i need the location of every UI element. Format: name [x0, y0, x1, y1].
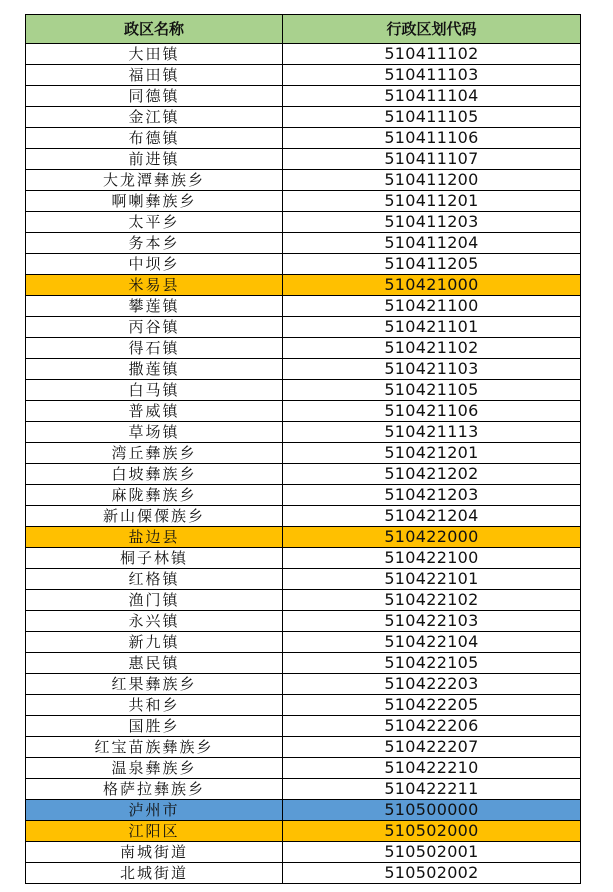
- region-name-cell: 福田镇: [26, 65, 283, 86]
- table-row: [26, 653, 581, 674]
- region-code-cell: 510422104: [283, 632, 581, 653]
- region-name-cell: 新九镇: [26, 632, 283, 653]
- table-row: [26, 338, 581, 359]
- region-code-cell: 510421102: [283, 338, 581, 359]
- region-code-cell: 510421113: [283, 422, 581, 443]
- table-row: [26, 170, 581, 191]
- region-code-cell: 510422101: [283, 569, 581, 590]
- region-name-cell: 渔门镇: [26, 590, 283, 611]
- table-row: [26, 590, 581, 611]
- table-row: [26, 758, 581, 779]
- region-name-cell: 大田镇: [26, 44, 283, 65]
- table-row: [26, 674, 581, 695]
- table-row: [26, 485, 581, 506]
- region-name-cell: 麻陇彝族乡: [26, 485, 283, 506]
- region-code-cell: 510411104: [283, 86, 581, 107]
- region-name-cell: 盐边县: [26, 527, 283, 548]
- region-name-cell: 红果彝族乡: [26, 674, 283, 695]
- table-row: [26, 569, 581, 590]
- region-name-cell: 格萨拉彝族乡: [26, 779, 283, 800]
- region-code-cell: 510422203: [283, 674, 581, 695]
- region-name-cell: 啊喇彝族乡: [26, 191, 283, 212]
- region-code-cell: 510411102: [283, 44, 581, 65]
- table-body: [26, 44, 581, 884]
- region-code-cell: 510411201: [283, 191, 581, 212]
- table-row: [26, 842, 581, 863]
- table-row: [26, 443, 581, 464]
- table-row: [26, 275, 581, 296]
- table-row: [26, 863, 581, 884]
- region-code-cell: 510502000: [283, 821, 581, 842]
- region-name-cell: 泸州市: [26, 800, 283, 821]
- region-code-cell: 510422207: [283, 737, 581, 758]
- region-code-cell: 510422205: [283, 695, 581, 716]
- region-name-cell: 大龙潭彝族乡: [26, 170, 283, 191]
- region-code-cell: 510502002: [283, 863, 581, 884]
- table-row: [26, 695, 581, 716]
- region-name-cell: 红格镇: [26, 569, 283, 590]
- region-code-cell: 510421103: [283, 359, 581, 380]
- table-row: [26, 506, 581, 527]
- table-row: [26, 107, 581, 128]
- region-name-cell: 草场镇: [26, 422, 283, 443]
- table-row: [26, 296, 581, 317]
- region-code-cell: 510422211: [283, 779, 581, 800]
- region-code-cell: 510422206: [283, 716, 581, 737]
- table-row: [26, 611, 581, 632]
- region-code-cell: 510422000: [283, 527, 581, 548]
- region-name-cell: 国胜乡: [26, 716, 283, 737]
- region-name-cell: 温泉彝族乡: [26, 758, 283, 779]
- region-name-cell: 同德镇: [26, 86, 283, 107]
- table-row: [26, 254, 581, 275]
- table-row: [26, 149, 581, 170]
- region-name-cell: 红宝苗族彝族乡: [26, 737, 283, 758]
- table-row: [26, 632, 581, 653]
- table-row: [26, 401, 581, 422]
- table-row: [26, 548, 581, 569]
- region-name-cell: 布德镇: [26, 128, 283, 149]
- table-row: [26, 527, 581, 548]
- table-row: [26, 359, 581, 380]
- region-code-cell: 510421204: [283, 506, 581, 527]
- table-row: [26, 191, 581, 212]
- region-name-cell: 中坝乡: [26, 254, 283, 275]
- region-code-cell: 510411106: [283, 128, 581, 149]
- column-header-name: 政区名称: [26, 15, 283, 44]
- region-code-cell: 510411203: [283, 212, 581, 233]
- table-row: [26, 716, 581, 737]
- table-row: [26, 44, 581, 65]
- region-name-cell: 前进镇: [26, 149, 283, 170]
- region-name-cell: 桐子林镇: [26, 548, 283, 569]
- region-code-cell: 510421202: [283, 464, 581, 485]
- region-name-cell: 惠民镇: [26, 653, 283, 674]
- region-code-cell: 510411204: [283, 233, 581, 254]
- region-code-cell: 510502001: [283, 842, 581, 863]
- region-name-cell: 新山傈僳族乡: [26, 506, 283, 527]
- region-code-cell: 510422102: [283, 590, 581, 611]
- table-row: [26, 779, 581, 800]
- region-name-cell: 共和乡: [26, 695, 283, 716]
- region-code-cell: 510421106: [283, 401, 581, 422]
- region-name-cell: 南城街道: [26, 842, 283, 863]
- region-code-cell: 510421100: [283, 296, 581, 317]
- region-name-cell: 湾丘彝族乡: [26, 443, 283, 464]
- region-code-cell: 510411205: [283, 254, 581, 275]
- region-code-table: [25, 14, 581, 884]
- table-row: [26, 422, 581, 443]
- region-code-cell: 510421000: [283, 275, 581, 296]
- region-name-cell: 金江镇: [26, 107, 283, 128]
- table-row: [26, 86, 581, 107]
- region-name-cell: 丙谷镇: [26, 317, 283, 338]
- region-code-cell: 510411103: [283, 65, 581, 86]
- region-name-cell: 永兴镇: [26, 611, 283, 632]
- region-code-cell: 510421101: [283, 317, 581, 338]
- region-code-cell: 510422105: [283, 653, 581, 674]
- region-code-cell: 510500000: [283, 800, 581, 821]
- region-name-cell: 江阳区: [26, 821, 283, 842]
- region-code-cell: 510422103: [283, 611, 581, 632]
- table-row: [26, 128, 581, 149]
- region-name-cell: 白坡彝族乡: [26, 464, 283, 485]
- region-code-cell: 510411200: [283, 170, 581, 191]
- region-name-cell: 撒莲镇: [26, 359, 283, 380]
- table-row: [26, 317, 581, 338]
- region-name-cell: 米易县: [26, 275, 283, 296]
- region-code-cell: 510422210: [283, 758, 581, 779]
- region-name-cell: 北城街道: [26, 863, 283, 884]
- table-header-row: [26, 15, 581, 44]
- region-code-cell: 510421201: [283, 443, 581, 464]
- table-row: [26, 800, 581, 821]
- table-row: [26, 821, 581, 842]
- region-name-cell: 太平乡: [26, 212, 283, 233]
- region-name-cell: 务本乡: [26, 233, 283, 254]
- region-code-cell: 510421203: [283, 485, 581, 506]
- table-row: [26, 65, 581, 86]
- table-row: [26, 737, 581, 758]
- region-name-cell: 普威镇: [26, 401, 283, 422]
- table-row: [26, 380, 581, 401]
- region-name-cell: 得石镇: [26, 338, 283, 359]
- table-row: [26, 233, 581, 254]
- region-code-cell: 510422100: [283, 548, 581, 569]
- region-code-cell: 510421105: [283, 380, 581, 401]
- column-header-code: 行政区划代码: [283, 15, 581, 44]
- region-code-cell: 510411105: [283, 107, 581, 128]
- table-row: [26, 464, 581, 485]
- table-row: [26, 212, 581, 233]
- region-name-cell: 白马镇: [26, 380, 283, 401]
- region-code-cell: 510411107: [283, 149, 581, 170]
- region-name-cell: 攀莲镇: [26, 296, 283, 317]
